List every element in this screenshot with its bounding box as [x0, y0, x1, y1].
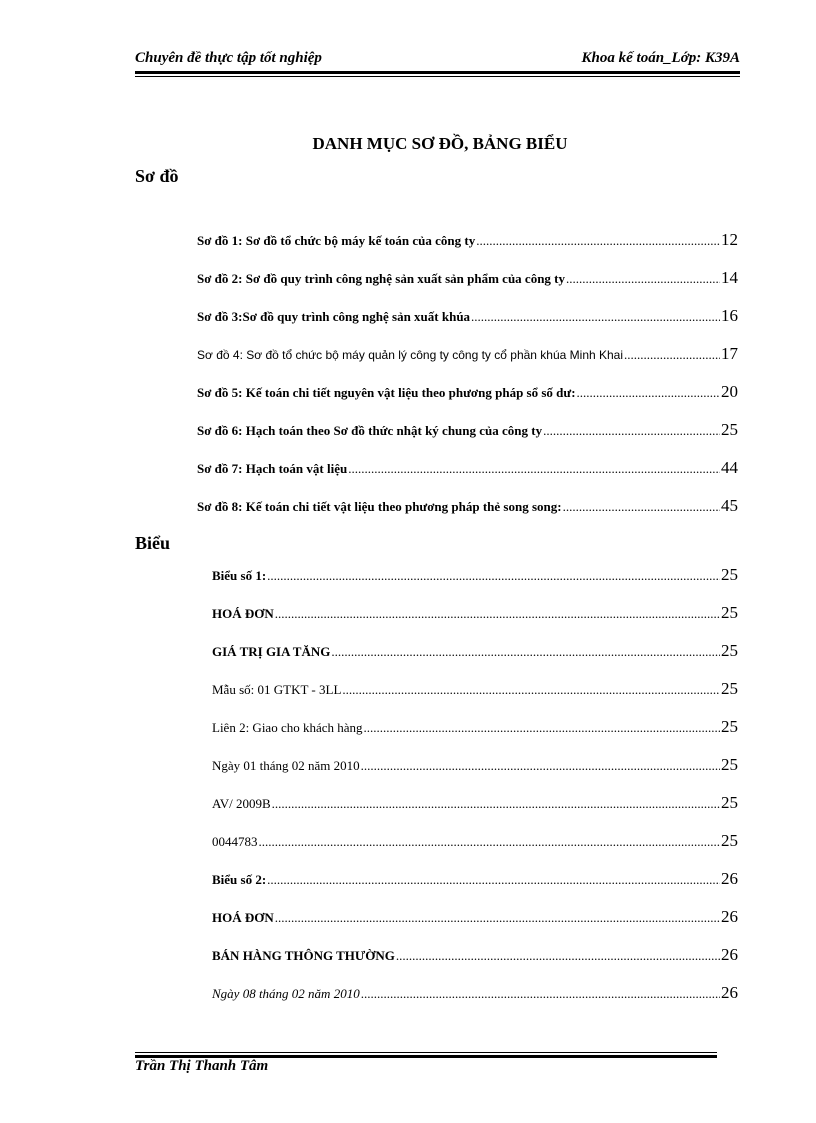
toc-entry-bieu-2[interactable]	[212, 603, 738, 623]
toc-leader	[272, 796, 720, 812]
toc-entry-page: 44	[721, 458, 738, 477]
toc-entry-label: Mẫu số: 01 GTKT - 3LL	[212, 682, 342, 697]
toc-leader	[259, 834, 721, 850]
toc-entry-so-do-2[interactable]	[197, 268, 738, 288]
toc-leader	[471, 309, 720, 325]
toc-leader	[267, 872, 720, 888]
footer-rule	[135, 1052, 717, 1053]
toc-entry-label: Sơ đồ 3:Sơ đồ quy trình công nghệ sản xuất khúa	[197, 309, 471, 324]
toc-entry-bieu-3[interactable]	[212, 641, 738, 661]
toc-entry-page: 20	[721, 382, 738, 401]
toc-entry-page: 14	[721, 268, 738, 287]
toc-entry-label: Biểu số 1:	[212, 568, 267, 583]
footer-author: Trần Thị Thanh Tâm	[135, 1058, 269, 1074]
toc-leader	[563, 499, 720, 515]
header-rule	[135, 76, 740, 77]
toc-entry-label: Sơ đồ 1: Sơ đồ tổ chức bộ máy kế toán của công ty	[197, 233, 476, 248]
toc-leader	[364, 720, 720, 736]
toc-leader	[275, 606, 720, 622]
toc-entry-page: 25	[721, 793, 738, 812]
toc-entry-so-do-1[interactable]	[197, 230, 738, 250]
toc-entry-so-do-5[interactable]	[197, 382, 738, 402]
toc-entry-page: 25	[721, 565, 738, 584]
toc-leader	[331, 644, 720, 660]
toc-entry-label: 0044783	[212, 834, 258, 849]
toc-entry-bieu-7[interactable]	[212, 793, 738, 813]
toc-entry-page: 25	[721, 420, 738, 439]
toc-entry-so-do-3[interactable]	[197, 306, 738, 326]
toc-entry-label: Sơ đồ 8: Kế toán chi tiết vật liệu theo phương pháp thẻ song song:	[197, 499, 562, 514]
toc-leader	[275, 910, 720, 926]
toc-entry-bieu-12[interactable]	[212, 983, 738, 1003]
section-heading-so-do: Sơ đồ	[135, 166, 179, 186]
toc-entry-page: 25	[721, 603, 738, 622]
page-header	[135, 50, 740, 70]
toc-entry-label: Sơ đồ 4: Sơ đồ tổ chức bộ máy quản lý công ty công ty cổ phần khúa Minh Khai	[197, 348, 624, 362]
toc-entry-label: Ngày 01 tháng 02 năm 2010	[212, 758, 360, 773]
toc-entry-page: 16	[721, 306, 738, 325]
toc-entry-page: 25	[721, 831, 738, 850]
toc-entry-page: 26	[721, 907, 738, 926]
toc-entry-page: 17	[721, 344, 738, 363]
toc-entry-page: 25	[721, 717, 738, 736]
toc-entry-page: 25	[721, 641, 738, 660]
toc-entry-page: 26	[721, 869, 738, 888]
toc-leader	[543, 423, 720, 439]
toc-entry-label: Ngày 08 tháng 02 năm 2010	[212, 986, 360, 1001]
toc-entry-page: 26	[721, 983, 738, 1002]
toc-entry-bieu-4[interactable]	[212, 679, 738, 699]
toc-entry-bieu-9[interactable]	[212, 869, 738, 889]
toc-leader	[396, 948, 720, 964]
toc-leader	[476, 233, 720, 249]
toc-entry-label: Sơ đồ 7: Hạch toán vật liệu	[197, 461, 348, 476]
toc-entry-label: GIÁ TRỊ GIA TĂNG	[212, 644, 331, 659]
toc-entry-label: Sơ đồ 5: Kế toán chi tiết nguyên vật liệu theo phương pháp sổ số dư:	[197, 385, 576, 400]
toc-entry-so-do-4[interactable]	[197, 344, 738, 364]
toc-entry-page: 25	[721, 755, 738, 774]
header-rule	[135, 71, 740, 74]
toc-entry-label: HOÁ ĐƠN	[212, 606, 274, 621]
toc-entry-label: Biểu số 2:	[212, 872, 267, 887]
section-heading-bieu: Biểu	[135, 533, 171, 553]
toc-leader	[624, 347, 720, 363]
toc-entry-bieu-5[interactable]	[212, 717, 738, 737]
toc-leader	[348, 461, 720, 477]
header-right: Khoa kế toán_Lớp: K39A	[581, 50, 740, 66]
toc-entry-so-do-7[interactable]	[197, 458, 738, 478]
toc-leader	[361, 986, 720, 1002]
toc-entry-bieu-11[interactable]	[212, 945, 738, 965]
toc-leader	[342, 682, 720, 698]
toc-entry-so-do-8[interactable]	[197, 496, 738, 516]
toc-entry-label: Sơ đồ 2: Sơ đồ quy trình công nghệ sản xuất sản phẩm của công ty	[197, 271, 566, 286]
toc-entry-page: 45	[721, 496, 738, 515]
toc-entry-label: HOÁ ĐƠN	[212, 910, 274, 925]
toc-entry-page: 26	[721, 945, 738, 964]
toc-entry-label: AV/ 2009B	[212, 796, 271, 811]
header-left: Chuyên đề thực tập tốt nghiệp	[135, 50, 322, 66]
toc-entry-page: 12	[721, 230, 738, 249]
toc-entry-bieu-10[interactable]	[212, 907, 738, 927]
toc-leader	[577, 385, 720, 401]
toc-leader	[566, 271, 720, 287]
toc-entry-label: BÁN HÀNG THÔNG THƯỜNG	[212, 948, 395, 963]
toc-leader	[267, 568, 720, 584]
toc-entry-label: Liên 2: Giao cho khách hàng	[212, 720, 363, 735]
toc-entry-so-do-6[interactable]	[197, 420, 738, 440]
toc-leader	[361, 758, 720, 774]
toc-entry-bieu-8[interactable]	[212, 831, 738, 851]
page-title: DANH MỤC SƠ ĐỒ, BẢNG BIỂU	[312, 134, 568, 153]
toc-entry-bieu-1[interactable]	[212, 565, 738, 585]
toc-entry-page: 25	[721, 679, 738, 698]
toc-entry-label: Sơ đồ 6: Hạch toán theo Sơ đồ thức nhật ký chung của công ty	[197, 423, 543, 438]
toc-entry-bieu-6[interactable]	[212, 755, 738, 775]
